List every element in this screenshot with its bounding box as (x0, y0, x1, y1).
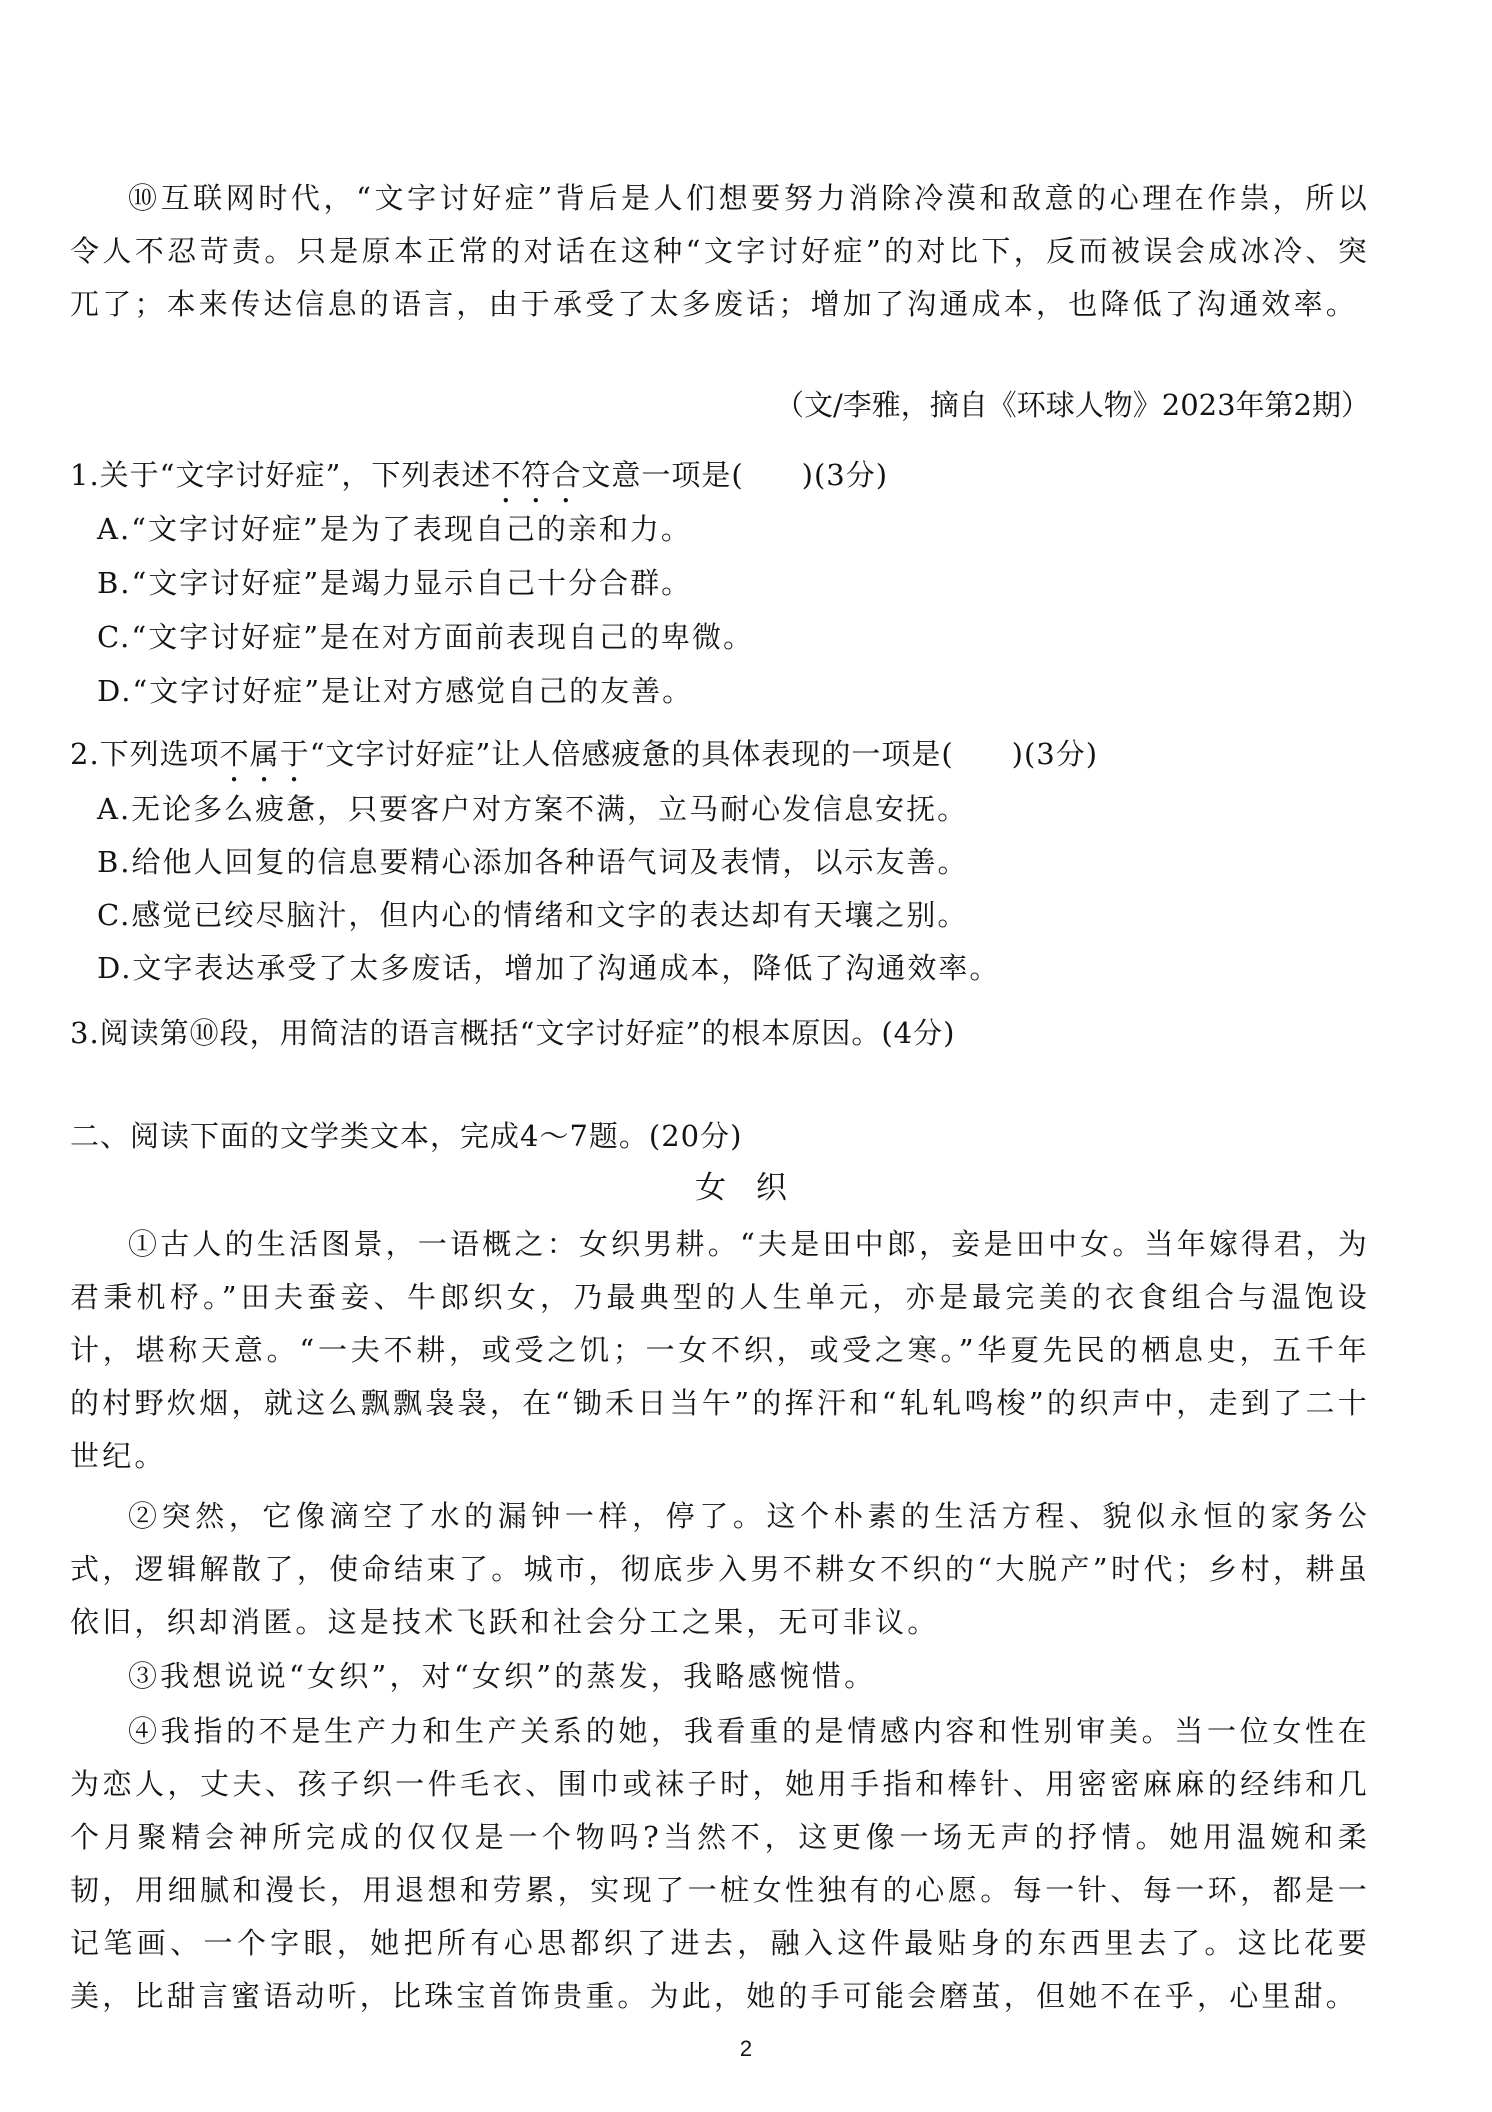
paragraph-2: ②突然，它像滴空了水的漏钟一样，停了。这个朴素的生活方程、貌似永恒的家务公式，逻辑解散了，使命结束了。城市，彻底步入男不耕女不织的“大脱产”时代；乡村，耕虽依旧，织却消匿。这是技术飞跃和社会分工之果，无可非议。 (70, 1499, 1370, 1639)
paragraph-3: ③我想说说“女织”，对“女织”的蒸发，我略感惋惜。 (128, 1659, 877, 1693)
emphasis-dotted-text: 不符合 (491, 458, 582, 492)
question-2-option-b: B.给他人回复的信息要精心添加各种语气词及表情，以示友善。 (97, 845, 969, 879)
page-number: 2 (739, 2036, 753, 2061)
question-1-option-d: D.“文字讨好症”是让对方感觉自己的友善。 (97, 674, 694, 708)
section-2-heading: 二、阅读下面的文学类文本，完成4～7题。(20分) (70, 1119, 743, 1153)
emphasis-dotted-text: 不属于 (219, 737, 310, 771)
question-2-option-a: A.无论多么疲惫，只要客户对方案不满，立马耐心发信息安抚。 (97, 792, 969, 826)
question-2-option-d: D.文字表达承受了太多废话，增加了沟通成本，降低了沟通效率。 (97, 951, 1001, 985)
question-2-option-c: C.感觉已绞尽脑汁，但内心的情绪和文字的表达却有天壤之别。 (97, 898, 969, 932)
paragraph-10: ⑩互联网时代，“文字讨好症”背后是人们想要努力消除冷漠和敌意的心理在作祟，所以令人不忍苛责。只是原本正常的对话在这种“文字讨好症”的对比下，反而被误会成冰冷、突兀了；本来传达信息的语言，由于承受了太多废话；增加了沟通成本，也降低了沟通效率。 (70, 181, 1370, 321)
paragraph-1: ①古人的生活图景，一语概之：女织男耕。“夫是田中郎，妾是田中女。当年嫁得君，为君秉机杼。”田夫蚕妾、牛郎织女，乃最典型的人生单元，亦是最完美的衣食组合与温饱设计，堪称天意。“一夫不耕，或受之饥；一女不织，或受之寒。”华夏先民的栖息史，五千年的村野炊烟，就这么飘飘袅袅，在“锄禾日当午”的挥汗和“轧轧鸣梭”的织声中，走到了二十世纪。 (70, 1227, 1370, 1473)
question-1-option-a: A.“文字讨好症”是为了表现自己的亲和力。 (97, 512, 692, 546)
question-2-stem: 2.下列选项不属于“文字讨好症”让人倍感疲惫的具体表现的一项是( )(3分) (70, 737, 1099, 771)
paragraph-4: ④我指的不是生产力和生产关系的她，我看重的是情感内容和性别审美。当一位女性在为恋人，丈夫、孩子织一件毛衣、围巾或袜子时，她用手指和棒针、用密密麻麻的经纬和几个月聚精会神所完成的仅仅是一个物吗?当然不，这更像一场无声的抒情。她用温婉和柔韧，用细腻和漫长，用退想和劳累，实现了一桩女性独有的心愿。每一针、每一环，都是一记笔画、一个字眼，她把所有心思都织了进去，融入这件最贴身的东西里去了。这比花要美，比甜言蜜语动听，比珠宝首饰贵重。为此，她的手可能会磨茧，但她不在乎，心里甜。 (70, 1714, 1370, 2013)
question-1-stem: 1.关于“文字讨好症”，下列表述不符合文意一项是( )(3分) (70, 458, 889, 492)
question-1-option-b: B.“文字讨好症”是竭力显示自己十分合群。 (97, 566, 693, 600)
question-1-option-c: C.“文字讨好症”是在对方面前表现自己的卑微。 (97, 620, 755, 654)
question-3-stem: 3.阅读第⑩段，用简洁的语言概括“文字讨好症”的根本原因。(4分) (70, 1016, 956, 1050)
source-citation: （文/李雅，摘自《环球人物》2023年第2期） (774, 388, 1370, 422)
article-title: 女 织 (695, 1170, 797, 1206)
